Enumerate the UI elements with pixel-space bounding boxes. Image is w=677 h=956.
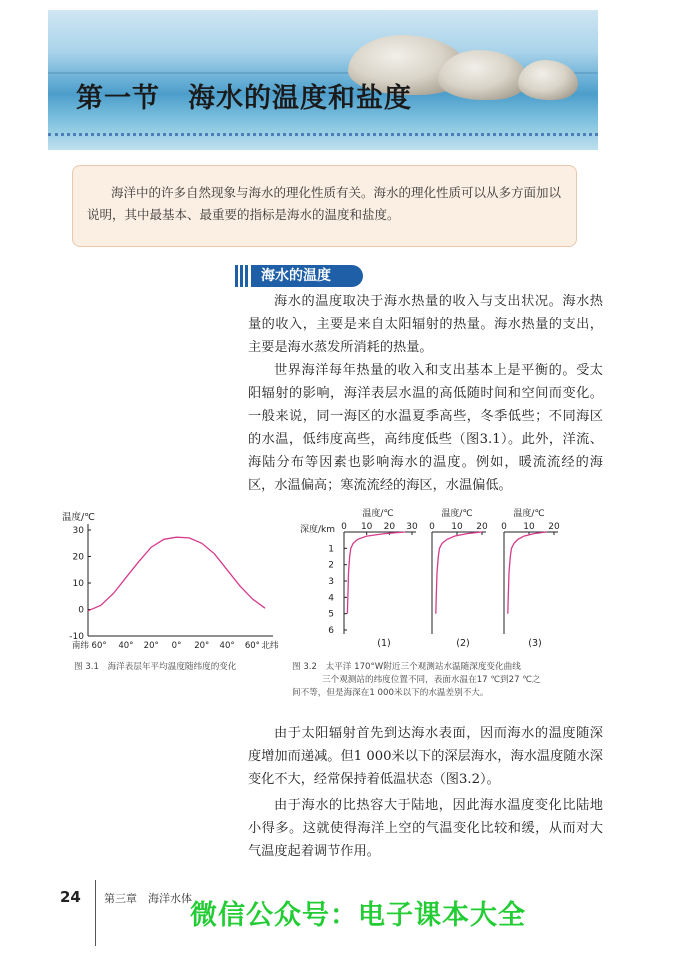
y-axis-label: 深度/km <box>300 525 336 535</box>
depth-tick-label: 2 <box>328 560 334 571</box>
y-tick-label: 10 <box>72 579 84 589</box>
series-label: (2) <box>456 638 470 649</box>
caption-line: 三个观测站的纬度位置不同，表面水温在17 ℃到27 ℃之 <box>322 675 541 685</box>
page-title: 第一节 海水的温度和盐度 <box>76 83 412 114</box>
intro-text: 海洋中的许多自然现象与海水的理化性质有关。海水的理化性质可以从多方面加以说明，其中最基本、最重要的指标是海水的温度和盐度。 <box>87 185 562 222</box>
chapter-label: 第三章 海洋水体 <box>104 892 192 905</box>
x-tick-label: 60° <box>244 641 260 651</box>
rock-image <box>518 60 578 100</box>
x-tick-label: 20° <box>143 641 159 651</box>
caption-line: 图 3.2 太平洋 170°W附近三个观测站水温随深度变化曲线 <box>292 662 521 672</box>
heading-bars-icon <box>235 265 249 287</box>
temperature-axis-title: 温度/℃ <box>362 509 394 519</box>
section-heading <box>235 265 365 287</box>
temperature-depth-curve <box>508 532 547 614</box>
x-tick-label: 0 <box>341 522 347 532</box>
rock-image <box>438 50 528 100</box>
depth-tick-label: 1 <box>328 544 334 555</box>
x-tick-label: 40° <box>118 641 134 651</box>
x-tick-label: 20 <box>476 522 488 532</box>
paragraph: 由于太阳辐射首先到达海水表面，因而海水的温度随深度增加而递减。但1 000米以下的深层海水，海水温度随水深变化不大，经常保持着低温状态（图3.2）。 <box>248 726 603 787</box>
section-heading-label: 海水的温度 <box>251 265 363 287</box>
x-tick-label: 40° <box>219 641 235 651</box>
y-tick-label: 20 <box>72 552 84 563</box>
y-axis-label: 温度/℃ <box>62 512 95 523</box>
x-tick-label: 北纬 <box>261 641 279 651</box>
x-tick-label: 20 <box>548 522 560 532</box>
x-tick-label: 20 <box>383 522 396 532</box>
latitude-temperature-chart <box>60 508 280 658</box>
caption-line: 间不等，但是海深在1 000米以下的水温差别不大。 <box>292 688 489 698</box>
temperature-axis-title: 温度/℃ <box>441 509 473 519</box>
header-banner <box>48 10 598 150</box>
page-number: 24 <box>60 888 81 906</box>
x-tick-label: 0 <box>429 522 435 532</box>
x-tick-label: 10 <box>360 522 373 532</box>
temperature-axis-title: 温度/℃ <box>513 509 545 519</box>
paragraph: 世界海洋每年热量的收入和支出基本上是平衡的。受太阳辐射的影响，海洋表层水温的高低随时间和空间而变化。一般来说，同一海区的水温夏季高些，冬季低些；不同海区的水温，低纬度高些，高纬度低些（图3.1）。此外，洋流、海陆分布等因素也影响海水的温度。例如，暖流流经的海区，水温偏高；寒流流经的海区，水温偏低。 <box>248 363 603 493</box>
depth-temperature-chart <box>292 508 602 658</box>
x-tick-label: 0° <box>171 641 182 651</box>
figure-3-2-caption <box>292 661 602 700</box>
depth-tick-label: 4 <box>328 593 334 604</box>
intro-box <box>72 165 577 247</box>
dotted-divider <box>48 133 598 136</box>
x-tick-label: 10 <box>523 522 535 532</box>
depth-tick-label: 3 <box>328 577 334 587</box>
watermark: 微信公众号：电子课本大全 <box>190 900 526 931</box>
figure-3-1 <box>60 508 280 658</box>
series-label: (1) <box>377 638 391 649</box>
paragraph: 海水的温度取决于海水热量的收入与支出状况。海水热量的收入，主要是来自太阳辐射的热量。海水热量的支出，主要是海水蒸发所消耗的热量。 <box>248 294 603 355</box>
depth-tick-label: 6 <box>328 626 334 636</box>
x-tick-label: 30 <box>406 522 418 532</box>
x-tick-label: 南纬 60° <box>71 641 107 651</box>
depth-tick-label: 5 <box>328 609 334 620</box>
figure-3-1-caption: 图 3.1 海洋表层年平均温度随纬度的变化 <box>74 662 237 672</box>
y-tick-label: 30 <box>72 526 84 536</box>
footer-divider <box>95 880 96 946</box>
temperature-depth-curve <box>436 532 482 614</box>
figure-3-2 <box>292 508 602 658</box>
series-label: (3) <box>528 638 542 649</box>
x-tick-label: 20° <box>194 641 210 651</box>
x-tick-label: 10 <box>451 522 463 532</box>
paragraph: 由于海水的比热容大于陆地，因此海水温度变化比陆地小得多。这就使得海洋上空的气温变化比较和缓，从而对大气温度起着调节作用。 <box>248 798 603 859</box>
y-tick-label: -10 <box>69 632 84 642</box>
y-tick-label: 0 <box>78 605 84 616</box>
x-tick-label: 0 <box>501 522 507 532</box>
temperature-curve <box>88 537 265 611</box>
temperature-depth-curve <box>347 532 405 614</box>
